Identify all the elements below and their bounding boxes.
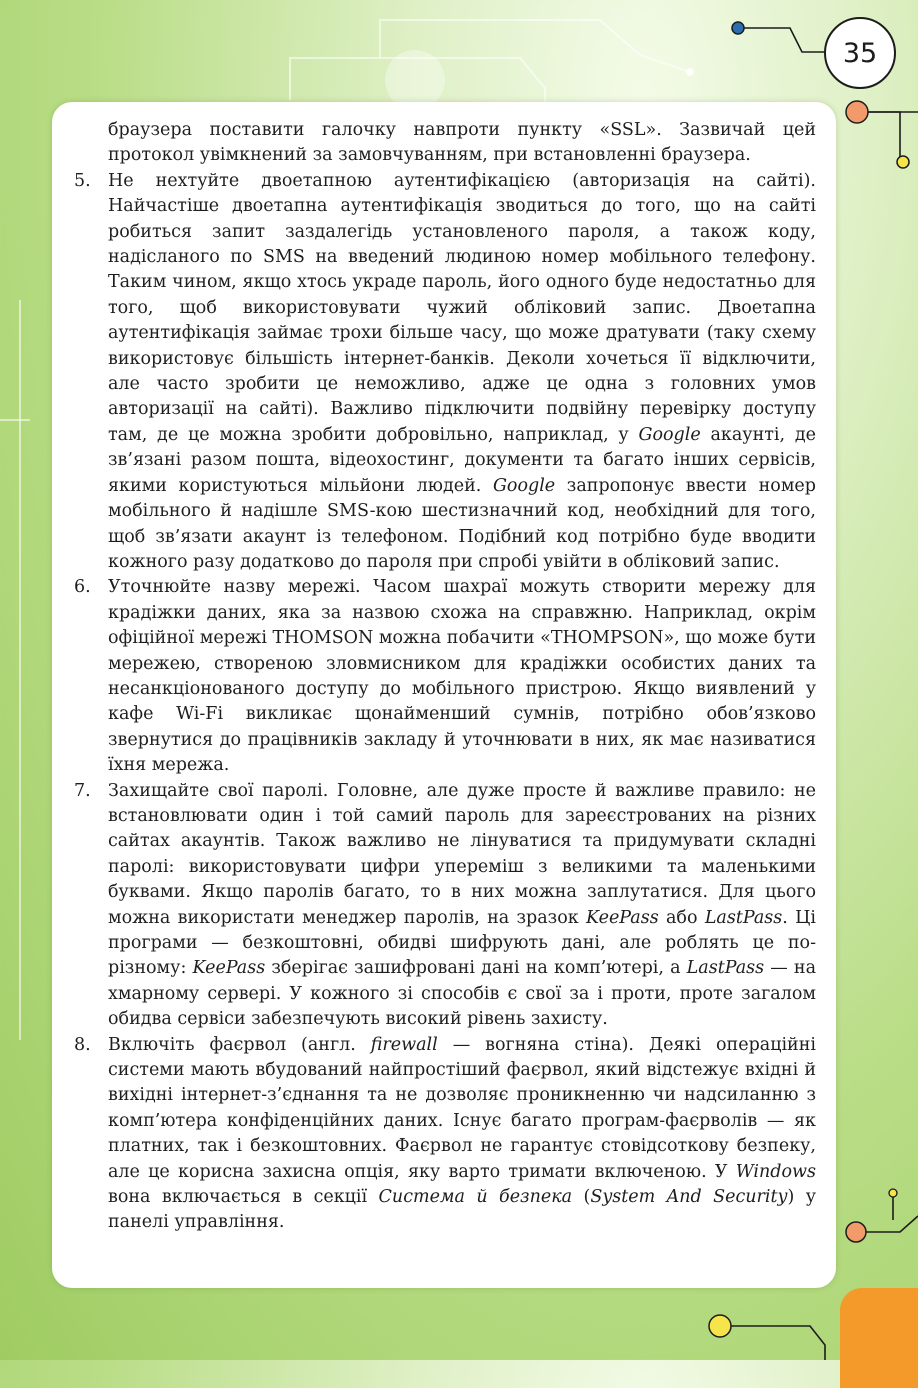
list-item-7: 7. Захищайте свої паролі. Головне, але дуже просте й важливе правило: не встановлювати один і той самий пароль для зареєстрованих на різних сайтах акаунтів. Також важливо не лінуватися та придумувати складні паролі: використовувати цифри упереміш з великими та маленькими буквами. Якщо паролів багато, то в них можна заплутатися. Для цього можна використати менеджер паролів, на зразок KeePass або LastPass. Ці програми — безкоштовні, обидві шифрують дані, але роблять це по-різному: KeePass зберігає зашифровані дані на комп’ютері, а LastPass — на хмарному сервері. У кожного зі способів є свої за і проти, проте загалом обидва сервіси забезпечують високий рівень захисту. bbox=[74, 780, 817, 1030]
item-number: 8. bbox=[74, 1034, 91, 1055]
page-text bbox=[74, 118, 816, 1236]
list-item-5: 5. Не нехтуйте двоетапною аутентифікацією (авторизація на сайті). Найчастіше двоетапна аутентифікація зводиться до того, що на сайті робиться запит заздалегідь установленого пароля, а також коду, надісланого по SMS на введений людиною номер мобільного телефону. Таким чином, якщо хтось украде пароль, його одного буде недостатньо для того, щоб використовувати чужий обліковий запис. Двоетапна аутентифікація займає трохи більше часу, що може дратувати (таку схему використовує більшість інтернет-банків. Деколи хочеться її відключити, але часто зробити це неможливо, адже це одна з головних умов авторизації на сайті). Важливо підключити подвійну перевірку доступу там, де це можна зробити добровільно, наприклад, у Google акаунті, де зв’язані разом пошта, відеохостинг, документи та багато інших сервісів, якими користуються мільйони людей. Google запропонує ввести номер мобільного й надішле SMS-кою шестизначний код, необхідний для того, щоб зв’язати акаунт із телефоном. Подібний код потрібно буде вводити кожного разу додатково до пароля при спробі увійти в обліковий запис. bbox=[74, 170, 816, 572]
page-number-badge bbox=[824, 17, 896, 89]
list-item-6: 6. Уточнюйте назву мережі. Часом шахраї можуть створити мережу для крадіжки даних, яка за назвою схожа на справжню. Наприклад, окрім офіційної мережі THOMSON можна побачити «THOMPSON», що може бути мережею, створеною зловмисником для крадіжки особистих даних та несанкціонованого доступу до мобільного пристрою. Якщо виявлений у кафе Wi-Fi викликає щонайменший сумнів, потрібно обов’язково звернутися до працівників закладу й уточнювати в них, як має називатися їхня мережа. bbox=[74, 577, 816, 776]
item-number: 6. bbox=[74, 577, 91, 598]
page-number: 35 bbox=[842, 37, 878, 69]
corner-tab bbox=[840, 1288, 918, 1388]
item-number: 7. bbox=[74, 780, 91, 801]
list-item-8: 8. Включіть фаєрвол (англ. firewall — вогняна стіна). Деякі операційні системи мають вбудований найпростіший фаєрвол, який відстежує вхідні й вихідні інтернет-з’єднання та не дозволяє проникненню чи надсиланню з комп’ютера конфіденційних даних. Існує багато програм-фаєрволів — як платних, так і безкоштовних. Фаєрвол не гарантує стовідсоткову безпеку, але це корисна захисна опція, яку варто тримати включеною. У Windows вона включається в секції Система й безпека (System And Security) у панелі управління. bbox=[74, 1034, 816, 1233]
intro-paragraph: браузера поставити галочку навпроти пункту «SSL». Зазвичай цей протокол увімкнений за замовчуванням, при встановленні браузера. bbox=[108, 120, 816, 166]
item-number: 5. bbox=[74, 170, 91, 191]
